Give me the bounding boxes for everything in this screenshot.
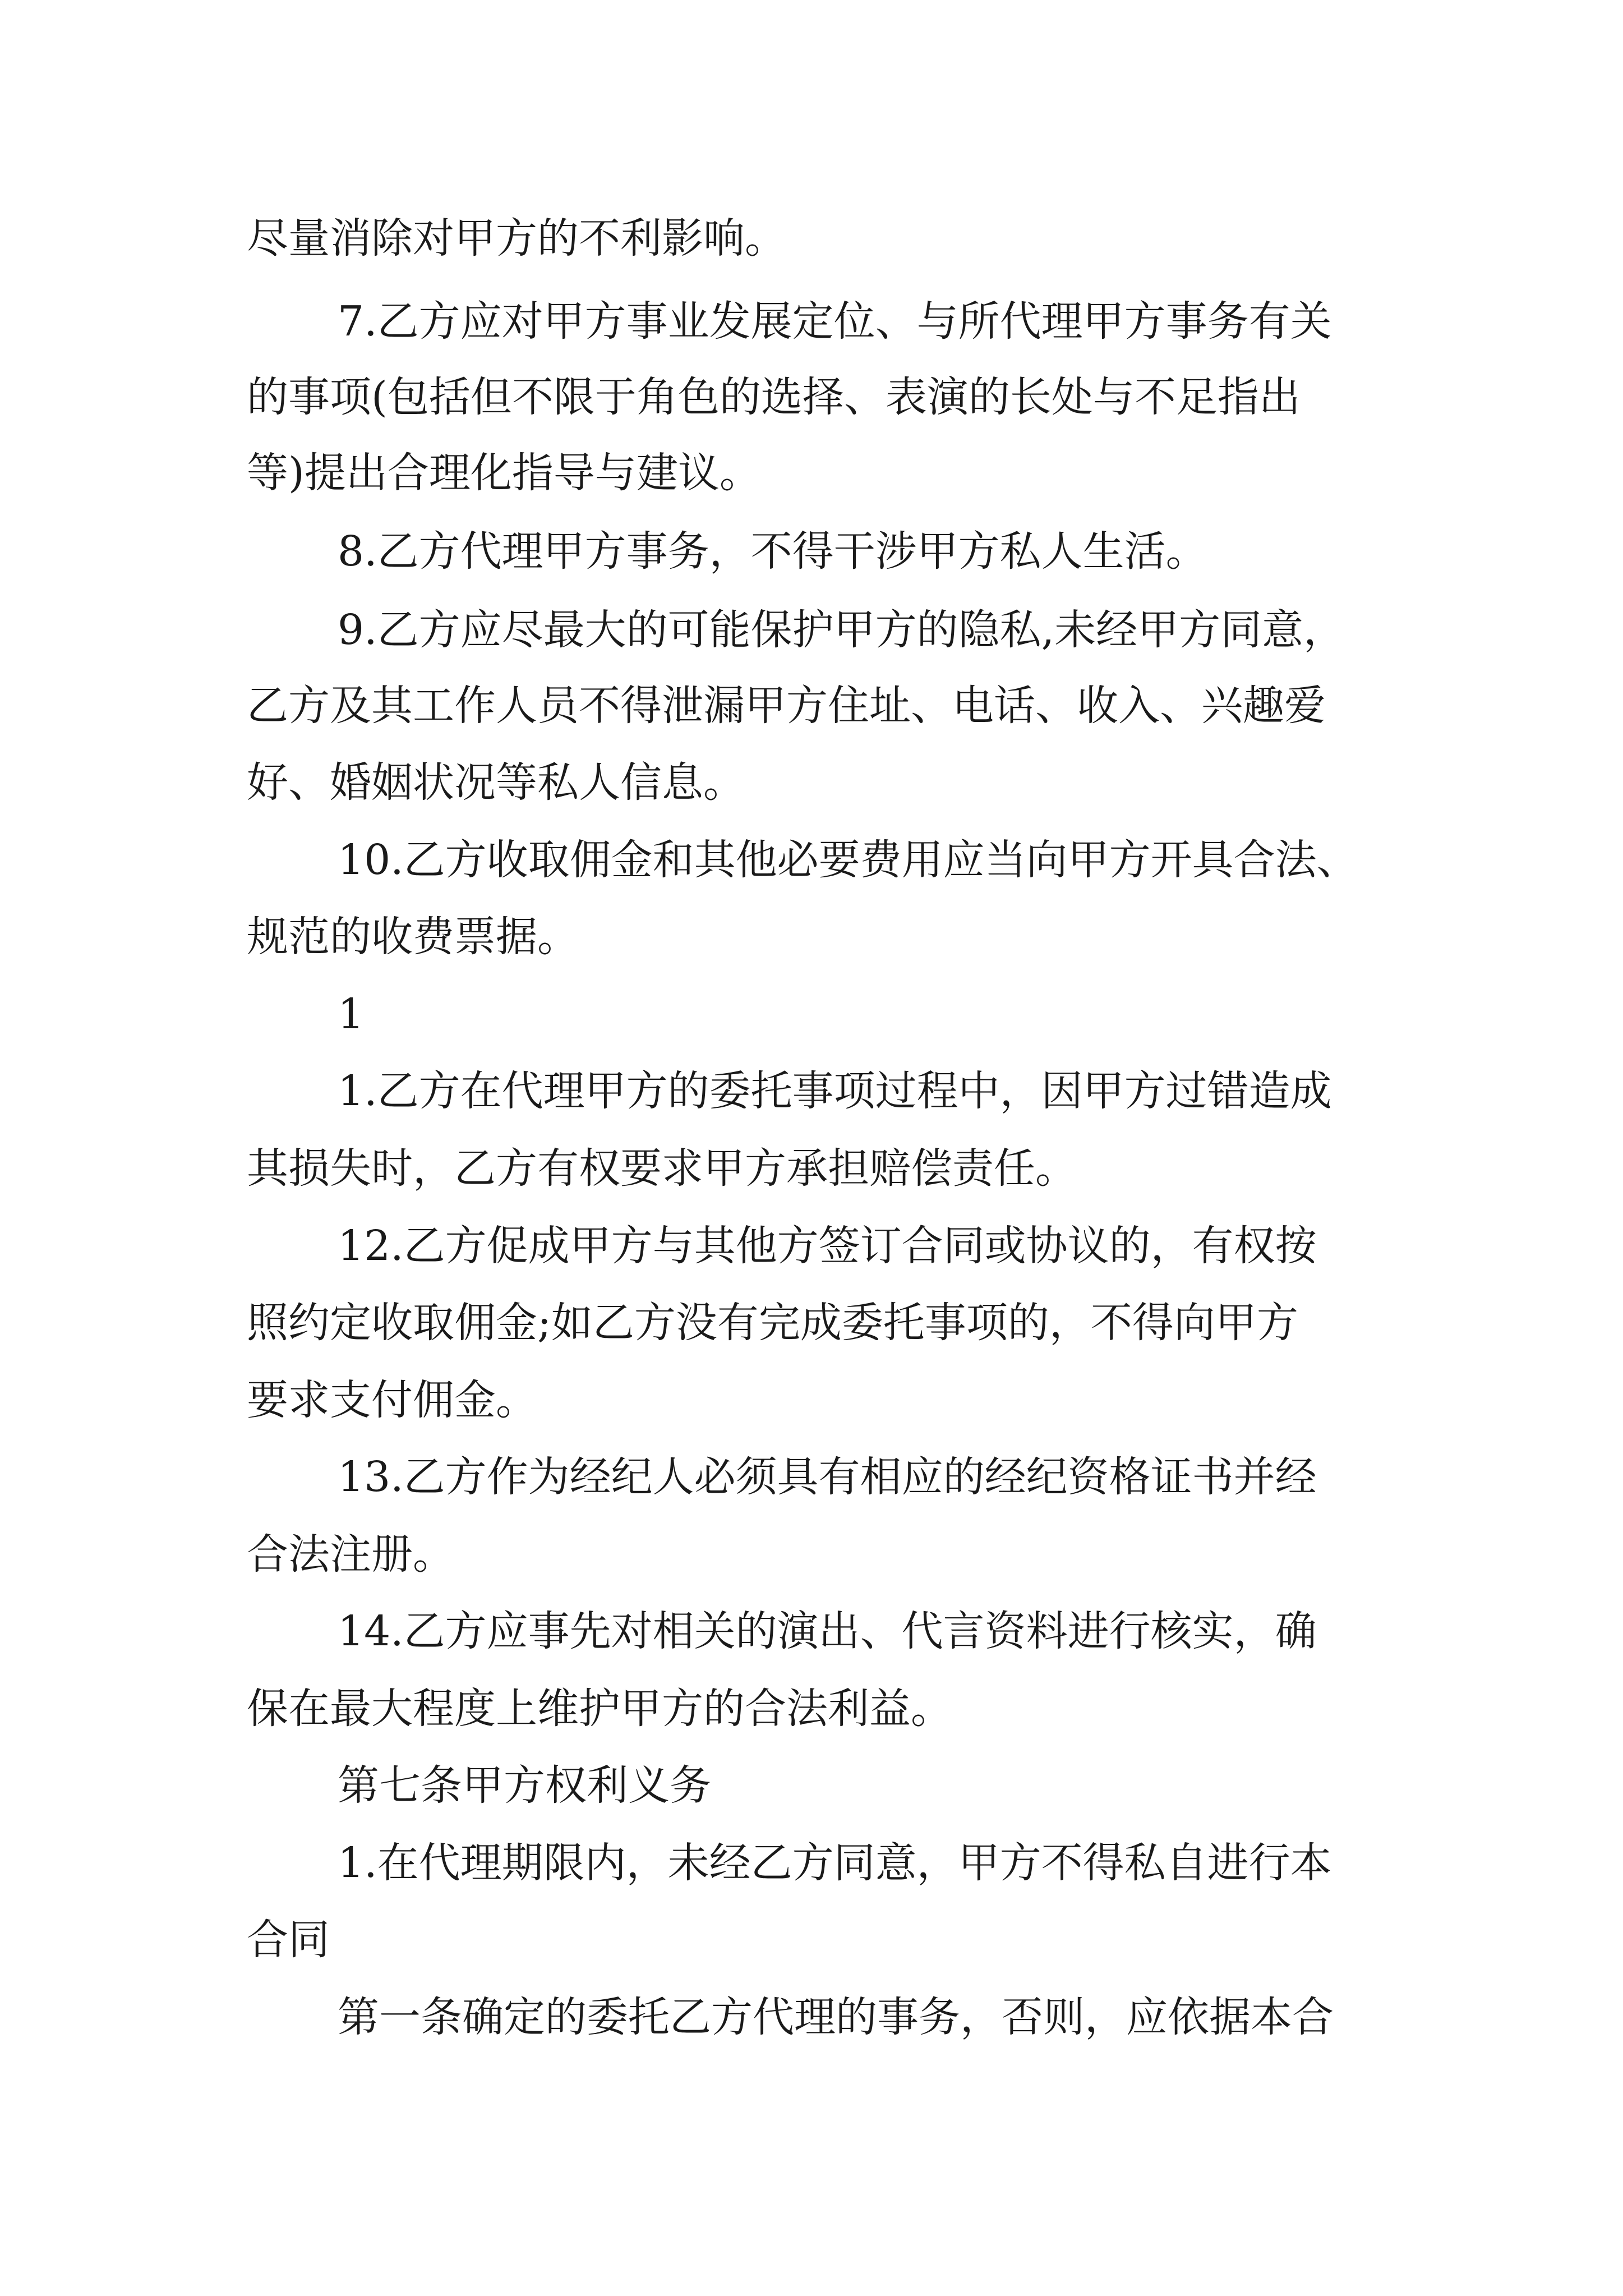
text-line: 规范的收费票据。: [247, 913, 579, 961]
text-line: 8.乙方代理甲方事务，不得干涉甲方私人生活。: [338, 527, 1207, 576]
text-line: 等)提出合理化指导与建议。: [247, 449, 761, 497]
text-line: 合同: [247, 1916, 330, 1964]
text-line: 9.乙方应尽最大的可能保护甲方的隐私,未经甲方同意，: [338, 606, 1345, 654]
text-line: 1.在代理期限内，未经乙方同意，甲方不得私自进行本: [338, 1839, 1332, 1887]
text-line: 保在最大程度上维护甲方的合法利益。: [247, 1685, 952, 1733]
section-heading: 第七条甲方权利义务: [338, 1761, 711, 1810]
text-line: 尽量消除对甲方的不利影响。: [247, 214, 786, 263]
text-line: 合法注册。: [247, 1530, 454, 1579]
text-line: 好、婚姻状况等私人信息。: [247, 758, 745, 807]
text-line: 照约定收取佣金;如乙方没有完成委托事项的，不得向甲方: [247, 1299, 1298, 1347]
text-line: 乙方及其工作人员不得泄漏甲方住址、电话、收入、兴趣爱: [247, 682, 1326, 730]
text-line: 12.乙方促成甲方与其他方签订合同或协议的，有权按: [338, 1222, 1317, 1270]
text-line: 14.乙方应事先对相关的演出、代言资料进行核实，确: [338, 1607, 1317, 1655]
text-line: 1: [338, 990, 365, 1038]
text-line: 其损失时，乙方有权要求甲方承担赔偿责任。: [247, 1144, 1077, 1193]
text-line: 10.乙方收取佣金和其他必要费用应当向甲方开具合法、: [338, 836, 1358, 884]
text-line: 的事项(包括但不限于角色的选择、表演的长处与不足指出: [247, 373, 1301, 421]
text-line: 第一条确定的委托乙方代理的事务，否则，应依据本合: [338, 1993, 1334, 2041]
text-line: 7.乙方应对甲方事业发展定位、与所代理甲方事务有关: [338, 297, 1332, 346]
text-line: 13.乙方作为经纪人必须具有相应的经纪资格证书并经: [338, 1453, 1317, 1501]
text-line: 1.乙方在代理甲方的委托事项过程中，因甲方过错造成: [338, 1067, 1332, 1115]
text-line: 要求支付佣金。: [247, 1376, 537, 1424]
